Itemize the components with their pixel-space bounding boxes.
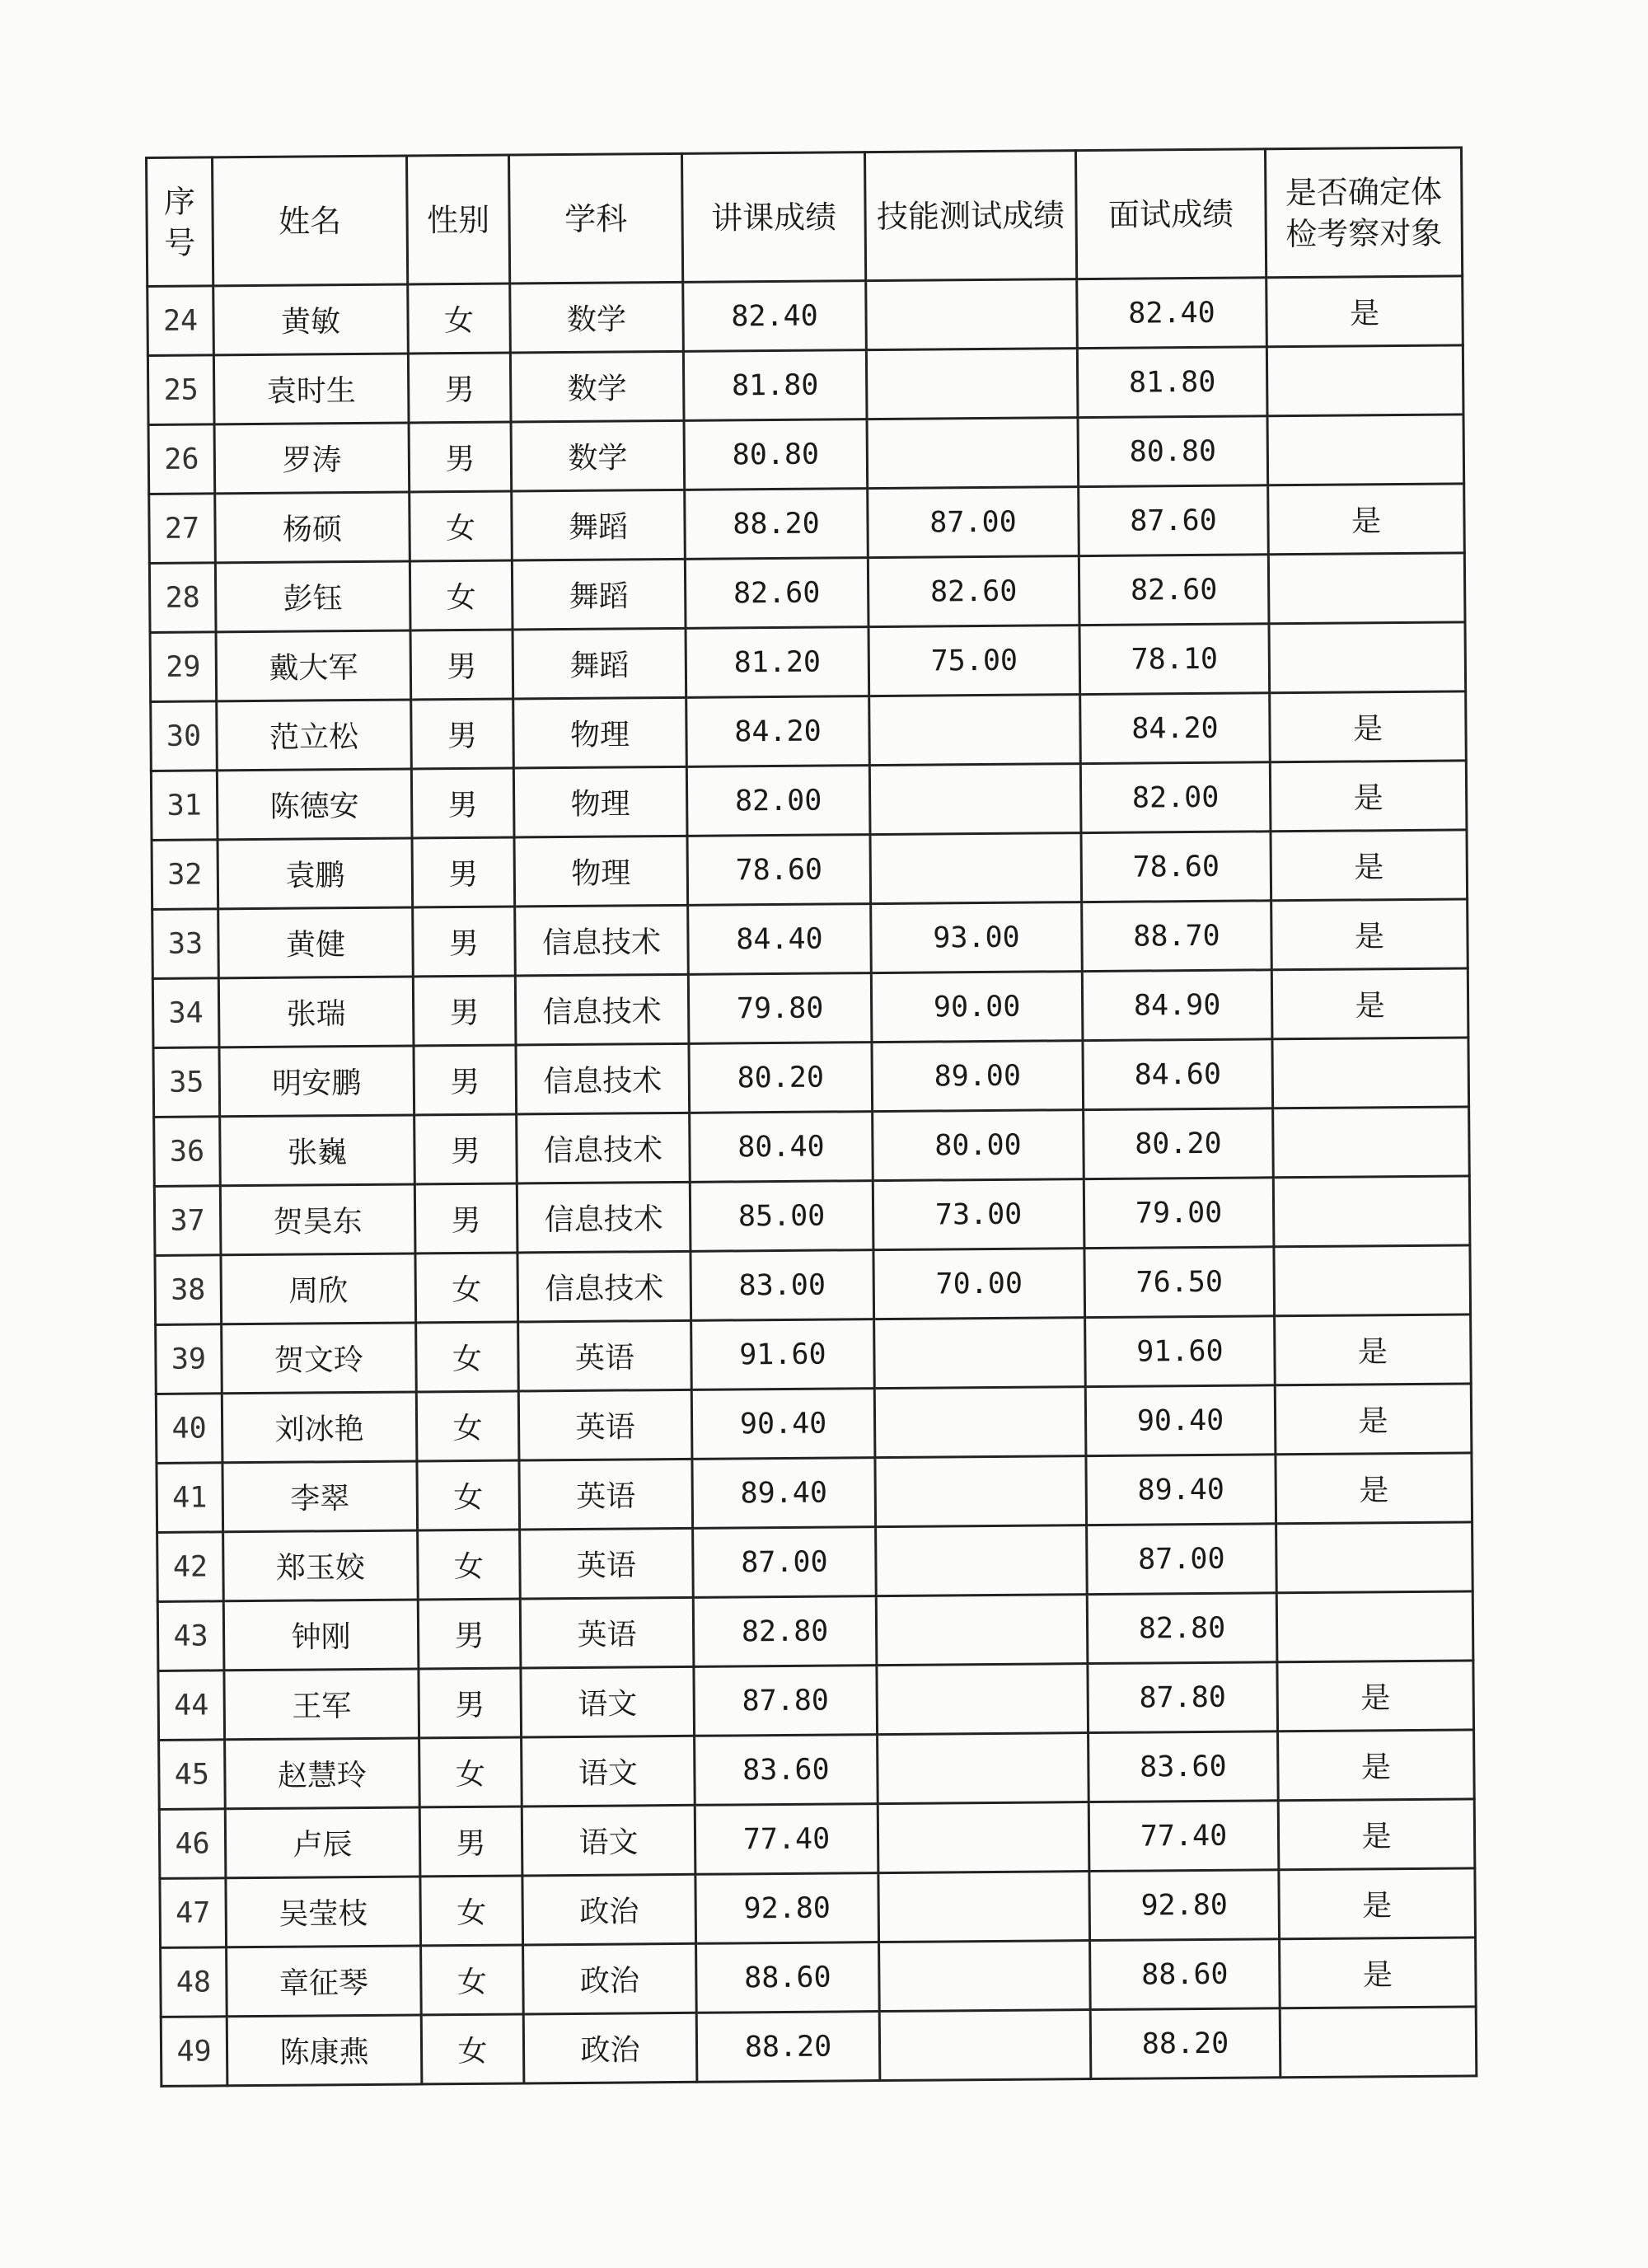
cell-subject: 政治	[523, 1943, 697, 2014]
cell-seq: 48	[161, 1947, 227, 2017]
cell-seq: 27	[149, 494, 216, 564]
cell-gender: 女	[416, 1322, 519, 1392]
cell-confirm: 是	[1271, 968, 1468, 1039]
table-row	[161, 1938, 1477, 2017]
cell-lecture-score: 78.60	[687, 835, 871, 906]
cell-seq: 33	[152, 909, 219, 979]
cell-confirm: 是	[1266, 276, 1463, 347]
cell-subject: 舞蹈	[513, 628, 686, 699]
cell-confirm	[1266, 345, 1463, 416]
cell-confirm: 是	[1278, 1730, 1475, 1801]
header-interview-score: 面试成绩	[1075, 149, 1266, 279]
cell-subject: 信息技术	[517, 1251, 691, 1322]
cell-interview-score: 76.50	[1084, 1247, 1275, 1318]
cell-skill-score	[869, 764, 1081, 835]
cell-skill-score	[876, 1595, 1088, 1666]
cell-interview-score: 84.60	[1083, 1039, 1273, 1110]
cell-gender: 男	[410, 630, 513, 700]
table-row	[149, 553, 1465, 633]
cell-skill-score: 82.60	[868, 556, 1079, 627]
cell-subject: 信息技术	[517, 1113, 691, 1183]
cell-gender: 女	[415, 1253, 518, 1323]
cell-interview-score: 82.00	[1080, 762, 1271, 833]
cell-name: 黄敏	[213, 284, 409, 355]
cell-seq: 43	[157, 1601, 224, 1671]
table-row	[154, 1107, 1470, 1187]
cell-skill-score	[866, 349, 1078, 419]
cell-name: 卢辰	[225, 1807, 420, 1878]
table-row	[151, 761, 1467, 841]
table-row	[147, 276, 1463, 356]
cell-gender: 女	[421, 1945, 524, 2015]
cell-confirm	[1268, 553, 1465, 624]
cell-skill-score: 89.00	[872, 1041, 1084, 1112]
cell-gender: 男	[419, 1668, 522, 1738]
cell-gender: 男	[414, 1183, 517, 1253]
cell-lecture-score: 80.20	[689, 1043, 873, 1113]
cell-lecture-score: 87.80	[694, 1666, 878, 1736]
cell-gender: 男	[408, 353, 511, 423]
cell-name: 钟刚	[223, 1600, 419, 1671]
cell-skill-score	[866, 279, 1078, 350]
table-row	[147, 345, 1463, 425]
cell-subject: 舞蹈	[512, 559, 686, 630]
cell-confirm: 是	[1268, 484, 1465, 555]
cell-lecture-score: 81.80	[683, 350, 867, 421]
cell-gender: 男	[411, 699, 514, 769]
cell-name: 张瑞	[218, 977, 414, 1047]
cell-seq: 36	[154, 1117, 221, 1187]
cell-skill-score	[867, 418, 1079, 489]
cell-seq: 37	[154, 1186, 221, 1256]
cell-lecture-score: 88.20	[696, 2012, 880, 2083]
cell-gender: 男	[419, 1806, 522, 1877]
cell-gender: 女	[410, 491, 513, 561]
cell-name: 贺昊东	[220, 1184, 415, 1255]
cell-seq: 39	[156, 1324, 222, 1394]
cell-subject: 英语	[520, 1528, 694, 1599]
cell-gender: 女	[418, 1530, 521, 1600]
cell-name: 范立松	[217, 700, 412, 771]
cell-subject: 物理	[513, 766, 687, 837]
table-row	[156, 1314, 1472, 1394]
cell-subject: 语文	[522, 1805, 695, 1876]
cell-interview-score: 83.60	[1089, 1731, 1279, 1802]
cell-seq: 40	[156, 1394, 222, 1464]
header-lecture-score: 讲课成绩	[681, 152, 865, 283]
cell-confirm	[1276, 1591, 1473, 1662]
cell-interview-score: 77.40	[1089, 1801, 1279, 1872]
cell-interview-score: 82.80	[1087, 1593, 1277, 1664]
cell-skill-score	[870, 833, 1082, 904]
cell-name: 李翠	[222, 1461, 418, 1532]
header-gender: 性别	[407, 155, 510, 284]
cell-skill-score: 80.00	[873, 1110, 1084, 1181]
cell-lecture-score: 80.40	[690, 1112, 873, 1183]
cell-subject: 数学	[510, 282, 684, 353]
cell-name: 周欣	[221, 1253, 416, 1324]
cell-skill-score	[874, 1318, 1086, 1389]
cell-interview-score: 92.80	[1089, 1870, 1280, 1941]
cell-skill-score: 73.00	[873, 1179, 1084, 1250]
cell-interview-score: 91.60	[1085, 1316, 1276, 1387]
cell-seq: 26	[148, 424, 215, 494]
table-row	[157, 1591, 1473, 1671]
cell-name: 陈康燕	[227, 2015, 422, 2086]
cell-lecture-score: 91.60	[691, 1319, 875, 1390]
header-seq: 序 号	[147, 157, 213, 287]
cell-interview-score: 88.20	[1090, 2008, 1280, 2079]
cell-confirm: 是	[1280, 1938, 1477, 2008]
table-row	[150, 622, 1466, 702]
cell-skill-score	[878, 1802, 1089, 1873]
cell-subject: 信息技术	[516, 1043, 690, 1114]
table-row	[158, 1661, 1474, 1741]
cell-interview-score: 87.80	[1088, 1662, 1278, 1733]
cell-skill-score	[879, 2010, 1091, 2081]
cell-seq: 30	[151, 701, 218, 771]
cell-gender: 女	[410, 560, 513, 630]
cell-confirm: 是	[1270, 691, 1467, 762]
cell-seq: 35	[153, 1047, 220, 1118]
cell-confirm	[1272, 1038, 1469, 1108]
table-row	[152, 830, 1468, 910]
cell-subject: 信息技术	[517, 1182, 691, 1253]
cell-confirm: 是	[1275, 1314, 1472, 1385]
cell-interview-score: 80.20	[1084, 1108, 1274, 1179]
cell-seq: 34	[152, 978, 219, 1048]
cell-name: 戴大军	[216, 630, 411, 701]
cell-name: 王军	[224, 1669, 419, 1740]
cell-lecture-score: 88.20	[685, 489, 868, 560]
cell-subject: 政治	[523, 2013, 697, 2083]
cell-gender: 男	[414, 1114, 517, 1184]
cell-seq: 31	[151, 771, 218, 841]
cell-skill-score	[869, 695, 1081, 766]
cell-lecture-score: 82.80	[693, 1596, 877, 1667]
cell-subject: 信息技术	[515, 974, 689, 1045]
cell-seq: 28	[149, 563, 216, 633]
cell-subject: 数学	[510, 351, 684, 422]
cell-seq: 49	[161, 2017, 227, 2087]
cell-name: 罗涛	[214, 423, 410, 494]
cell-seq: 29	[150, 632, 217, 702]
cell-skill-score	[876, 1525, 1088, 1596]
header-skill-score: 技能测试成绩	[864, 151, 1076, 281]
table-row	[159, 1730, 1475, 1810]
cell-name: 刘冰艳	[222, 1392, 417, 1463]
table-row	[159, 1799, 1475, 1879]
cell-interview-score: 81.80	[1077, 347, 1267, 418]
cell-lecture-score: 81.20	[686, 627, 869, 698]
cell-lecture-score: 88.60	[696, 1942, 880, 2013]
table-row	[160, 1868, 1476, 1948]
cell-name: 袁鹏	[218, 838, 413, 909]
cell-lecture-score: 82.40	[683, 281, 867, 352]
cell-lecture-score: 83.60	[695, 1735, 878, 1806]
cell-interview-score: 90.40	[1085, 1385, 1276, 1456]
cell-skill-score: 90.00	[871, 972, 1083, 1043]
cell-name: 郑玉姣	[223, 1530, 419, 1601]
table-row	[149, 484, 1465, 564]
cell-name: 陈德安	[217, 769, 412, 840]
cell-interview-score: 80.80	[1078, 416, 1268, 487]
cell-confirm: 是	[1277, 1661, 1474, 1731]
table-row	[153, 1038, 1469, 1118]
cell-lecture-score: 83.00	[691, 1250, 874, 1321]
table-row	[152, 899, 1468, 979]
cell-confirm	[1273, 1176, 1470, 1247]
cell-name: 袁时生	[213, 354, 409, 424]
cell-confirm: 是	[1270, 761, 1467, 832]
cell-seq: 46	[159, 1809, 226, 1879]
cell-gender: 女	[419, 1737, 522, 1807]
cell-gender: 男	[413, 976, 516, 1046]
cell-lecture-score: 82.60	[685, 558, 868, 629]
cell-confirm	[1280, 2007, 1477, 2078]
cell-gender: 男	[418, 1599, 521, 1669]
cell-lecture-score: 82.00	[686, 766, 870, 836]
cell-interview-score: 78.60	[1081, 832, 1271, 902]
cell-confirm: 是	[1276, 1453, 1472, 1524]
table-row	[161, 2007, 1477, 2087]
cell-lecture-score: 80.80	[684, 419, 868, 490]
cell-seq: 45	[159, 1740, 226, 1810]
cell-name: 明安鹏	[219, 1046, 414, 1117]
cell-lecture-score: 84.20	[686, 696, 870, 767]
cell-confirm	[1274, 1245, 1471, 1316]
cell-seq: 38	[155, 1255, 222, 1325]
header-name: 姓名	[213, 156, 408, 286]
cell-name: 贺文玲	[222, 1323, 417, 1394]
cell-interview-score: 82.60	[1079, 555, 1269, 626]
cell-skill-score	[874, 1387, 1086, 1458]
table-row	[157, 1522, 1473, 1602]
cell-gender: 女	[417, 1460, 520, 1530]
cell-seq: 25	[147, 355, 214, 425]
cell-subject: 英语	[520, 1597, 694, 1668]
cell-seq: 41	[157, 1463, 223, 1533]
cell-seq: 47	[160, 1878, 227, 1948]
table-row	[157, 1453, 1472, 1533]
cell-confirm: 是	[1278, 1799, 1475, 1870]
cell-interview-score: 89.40	[1086, 1455, 1276, 1525]
cell-lecture-score: 87.00	[693, 1527, 877, 1598]
cell-confirm	[1276, 1522, 1473, 1593]
cell-lecture-score: 77.40	[695, 1804, 878, 1875]
cell-seq: 32	[152, 840, 218, 910]
cell-name: 彭钰	[215, 561, 410, 632]
table-row	[154, 1176, 1470, 1256]
cell-confirm: 是	[1275, 1384, 1472, 1455]
cell-subject: 政治	[522, 1874, 696, 1945]
cell-gender: 男	[414, 1045, 517, 1115]
cell-name: 杨硕	[215, 492, 410, 563]
table-row	[148, 415, 1464, 494]
cell-interview-score: 88.70	[1082, 901, 1272, 972]
cell-gender: 男	[412, 837, 515, 907]
cell-subject: 物理	[514, 836, 688, 907]
cell-subject: 语文	[521, 1666, 695, 1737]
cell-confirm	[1273, 1107, 1470, 1178]
cell-interview-score: 78.10	[1079, 624, 1270, 695]
cell-interview-score: 82.40	[1077, 278, 1267, 349]
header-confirm: 是否确定体 检考察对象	[1265, 148, 1462, 278]
cell-lecture-score: 84.40	[688, 904, 872, 975]
cell-subject: 语文	[522, 1736, 695, 1806]
cell-name: 张巍	[220, 1115, 415, 1186]
cell-name: 章征琴	[227, 1946, 422, 2017]
cell-name: 赵慧玲	[225, 1738, 420, 1809]
cell-skill-score: 75.00	[868, 626, 1080, 696]
cell-skill-score: 70.00	[873, 1249, 1085, 1319]
cell-interview-score: 87.60	[1079, 485, 1269, 556]
cell-subject: 物理	[513, 697, 687, 768]
cell-interview-score: 84.20	[1080, 693, 1271, 764]
cell-confirm: 是	[1271, 830, 1468, 901]
score-table	[145, 146, 1477, 2087]
cell-seq: 24	[147, 286, 214, 356]
cell-skill-score	[878, 1872, 1090, 1942]
cell-skill-score	[875, 1456, 1087, 1527]
cell-subject: 舞蹈	[512, 490, 686, 560]
cell-gender: 女	[421, 2014, 524, 2084]
cell-gender: 男	[413, 907, 516, 977]
cell-subject: 英语	[518, 1320, 692, 1391]
cell-seq: 42	[157, 1532, 224, 1602]
table-row	[151, 691, 1467, 771]
cell-gender: 女	[416, 1391, 519, 1461]
header-row	[147, 148, 1463, 287]
cell-seq: 44	[158, 1671, 225, 1741]
cell-gender: 女	[408, 284, 511, 354]
cell-skill-score: 87.00	[868, 487, 1079, 558]
cell-interview-score: 87.00	[1087, 1524, 1277, 1595]
header-subject: 学科	[508, 153, 682, 284]
table-row	[156, 1384, 1472, 1464]
cell-skill-score: 93.00	[871, 902, 1083, 973]
cell-skill-score	[879, 1941, 1091, 2012]
cell-confirm	[1269, 622, 1466, 693]
table-row	[152, 968, 1468, 1048]
cell-lecture-score: 92.80	[695, 1873, 879, 1944]
cell-interview-score: 84.90	[1082, 970, 1272, 1041]
cell-name: 黄健	[218, 907, 414, 978]
cell-subject: 信息技术	[515, 905, 689, 976]
cell-lecture-score: 79.80	[688, 973, 872, 1044]
cell-lecture-score: 90.40	[691, 1389, 875, 1460]
cell-confirm: 是	[1279, 1868, 1476, 1939]
cell-skill-score	[877, 1664, 1089, 1735]
cell-lecture-score: 85.00	[690, 1181, 873, 1252]
cell-subject: 数学	[511, 420, 685, 491]
cell-gender: 女	[420, 1876, 523, 1946]
cell-gender: 男	[411, 768, 514, 838]
cell-subject: 英语	[519, 1459, 693, 1530]
cell-interview-score: 79.00	[1084, 1178, 1274, 1249]
cell-confirm: 是	[1271, 899, 1468, 970]
cell-name: 吴莹枝	[226, 1877, 421, 1947]
table-row	[155, 1245, 1471, 1325]
cell-interview-score: 88.60	[1090, 1939, 1280, 2010]
cell-lecture-score: 89.40	[692, 1458, 876, 1529]
cell-skill-score	[878, 1733, 1089, 1804]
cell-gender: 男	[409, 422, 512, 492]
cell-confirm	[1267, 415, 1464, 485]
cell-subject: 英语	[518, 1389, 692, 1460]
